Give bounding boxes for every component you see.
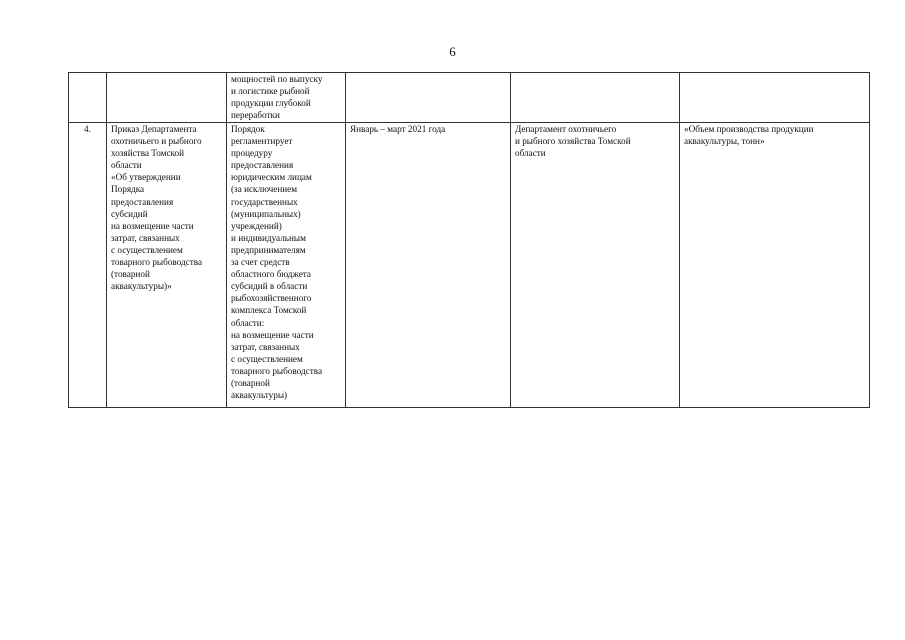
cell-line: и логистике рыбной (231, 86, 310, 97)
cell-line: (муниципальных) (231, 208, 301, 219)
cell-line: мощностей по выпуску (231, 74, 323, 84)
cell-line: рыбохозяйственного (231, 293, 312, 304)
cell-line: государственных (231, 196, 298, 207)
cell-term (346, 73, 511, 123)
cell-line: области (111, 160, 142, 171)
cell-line: затрат, связанных (231, 341, 300, 352)
cell-line: (товарной (111, 269, 150, 280)
cell-line: аквакультуры) (231, 390, 288, 401)
cell-line: процедуру (231, 148, 273, 159)
cell-line: с осуществлением (111, 244, 183, 255)
cell-line: за счет средств (231, 257, 290, 268)
cell-line: Приказ Департамента (111, 124, 197, 134)
cell-line: аквакультуры)» (111, 281, 172, 292)
cell-line: «Объем производства продукции (684, 124, 814, 134)
table-row (69, 73, 870, 123)
document-table (68, 72, 870, 408)
cell-num: 4. (69, 123, 107, 408)
cell-line: на возмещение части (231, 329, 314, 340)
cell-line: учреждений) (231, 220, 282, 231)
cell-act (107, 73, 227, 123)
cell-line: субсидий в области (231, 281, 308, 292)
cell-executor (511, 123, 680, 408)
cell-line: Порядка (111, 184, 145, 195)
cell-line: и индивидуальным (231, 232, 306, 243)
cell-line: (за исключением (231, 184, 298, 195)
cell-line: предпринимателям (231, 244, 306, 255)
cell-line: продукции глубокой (231, 98, 311, 109)
cell-line: и рыбного хозяйства Томской (515, 136, 631, 147)
cell-line: товарного рыбоводства (231, 365, 323, 376)
cell-indicator (680, 123, 870, 408)
cell-indicator (680, 73, 870, 123)
cell-line: на возмещение части (111, 220, 194, 231)
cell-line: «Об утверждении (111, 172, 181, 183)
cell-line: Январь – март 2021 года (350, 124, 446, 134)
cell-line: с осуществлением (231, 353, 303, 364)
cell-line: переработки (231, 110, 280, 121)
cell-line: областного бюджета (231, 269, 311, 280)
cell-line: области: (231, 317, 265, 328)
cell-content (227, 123, 346, 408)
cell-line: юридическим лицам (231, 172, 312, 183)
cell-line: (товарной (231, 377, 270, 388)
cell-act (107, 123, 227, 408)
cell-line: регламентирует (231, 136, 293, 147)
cell-executor (511, 73, 680, 123)
cell-line: комплекса Томской (231, 305, 307, 316)
cell-num (69, 73, 107, 123)
cell-line: Порядок (231, 124, 265, 134)
cell-line: затрат, связанных (111, 232, 180, 243)
cell-line: предоставления (111, 196, 174, 207)
page-number: 6 (449, 44, 456, 59)
cell-content (227, 73, 346, 123)
cell-line: хозяйства Томской (111, 148, 185, 159)
cell-term (346, 123, 511, 408)
cell-line: предоставления (231, 160, 294, 171)
cell-line: области (515, 148, 546, 159)
cell-line: аквакультуры, тонн» (684, 136, 765, 147)
cell-line: субсидий (111, 208, 148, 219)
cell-line: Департамент охотничьего (515, 124, 617, 134)
cell-line: охотничьего и рыбного (111, 136, 202, 147)
table-row (69, 123, 870, 408)
cell-line: товарного рыбоводства (111, 257, 203, 268)
